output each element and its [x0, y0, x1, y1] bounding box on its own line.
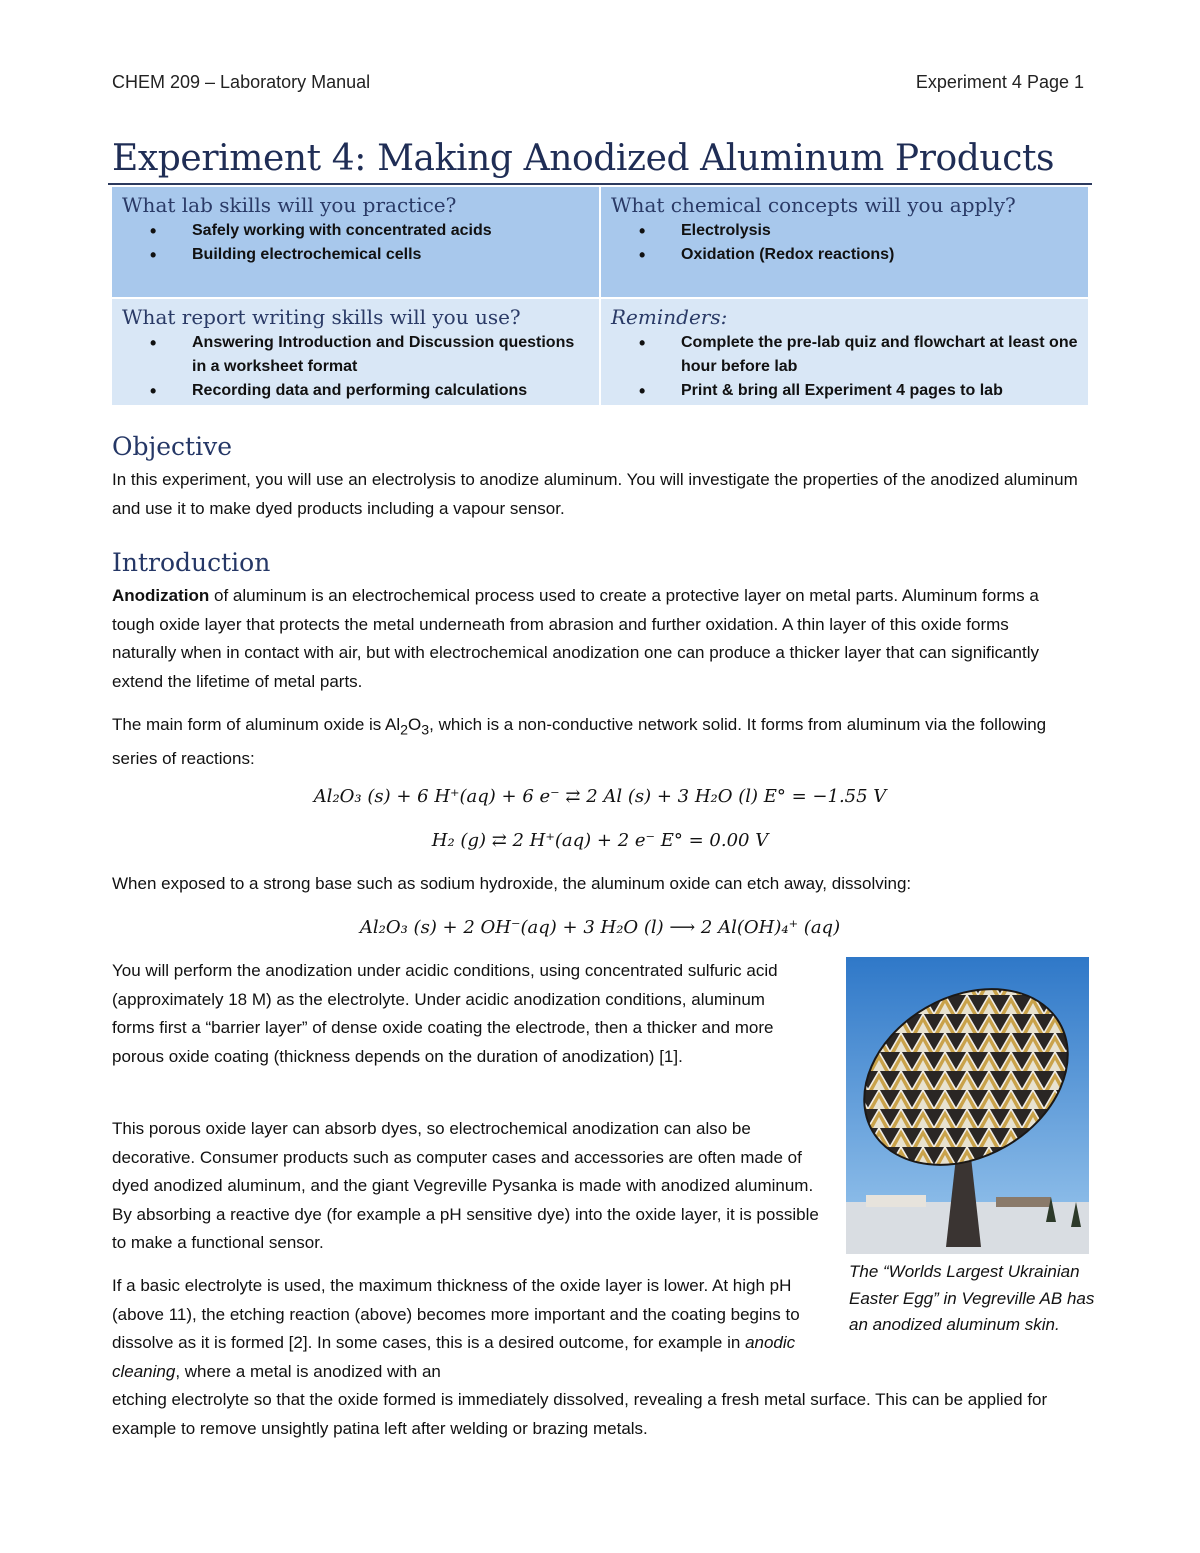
- list-item: • Building electrochemical cells: [122, 243, 589, 267]
- lab-skills-heading: What lab skills will you practice?: [122, 193, 457, 217]
- list-item: • Answering Introduction and Discussion questions in a worksheet format: [122, 331, 589, 379]
- reminders-heading: Reminders:: [611, 305, 728, 329]
- term-anodization: Anodization: [112, 586, 210, 605]
- reminders-list: [611, 331, 1078, 403]
- intro-paragraph-5: This porous oxide layer can absorb dyes, so electrochemical anodization can also be decorative. Consumer products such as computer cases and accessories are often made of dyed anodized aluminum, and the giant Vegreville Pysanka is made with anodized aluminum. By absorbing a reactive dye (for example a pH sensitive dye) into the oxide layer, it is possible to make a functional sensor.: [112, 1119, 819, 1252]
- report-skills-cell: [112, 299, 599, 405]
- concepts-cell: [601, 187, 1088, 297]
- intro-paragraph-3: When exposed to a strong base such as sodium hydroxide, the aluminum oxide can etch away, dissolving:: [112, 874, 912, 893]
- objective-text: In this experiment, you will use an electrolysis to anodize aluminum. You will investigate the properties of the anodized aluminum and use it to make dyed products including a vapour sensor.: [112, 470, 1078, 518]
- equation-3: Al₂O₃ (s) + 2 OH⁻(aq) + 3 H₂O (l) ⟶ 2 Al(OH)₄⁺ (aq): [359, 917, 841, 938]
- intro-paragraph-6-cont: etching electrolyte so that the oxide formed is immediately dissolved, revealing a fresh metal surface. This can be applied for example to remove unsightly patina left after welding or brazing metals.: [112, 1390, 1048, 1438]
- introduction-heading: Introduction: [112, 548, 271, 577]
- intro-paragraph-6: If a basic electrolyte is used, the maximum thickness of the oxide layer is lower. At high pH (above 11), the etching reaction (above) becomes more important and the coating begins to dissolve as it is formed [2]. In some cases, this is a desired outcome, for example in anodic cleaning, where a metal is anodized with an: [112, 1276, 800, 1381]
- title-divider: [108, 183, 1092, 185]
- header-course: CHEM 209 – Laboratory Manual: [112, 72, 371, 92]
- report-skills-heading: What report writing skills will you use?: [122, 305, 521, 329]
- list-item: • Complete the pre-lab quiz and flowchart at least one hour before lab: [611, 331, 1078, 379]
- intro-paragraph-1: Anodization of aluminum is an electrochemical process used to create a protective layer on metal parts. Aluminum forms a tough oxide layer that protects the metal underneath from abrasion and further oxidation. A thin layer of this oxide forms naturally when in contact with air, but with electrochemical anodization one can produce a thicker layer that can significantly extend the lifetime of metal parts.: [112, 586, 1040, 691]
- list-item: • Print & bring all Experiment 4 pages to lab: [611, 379, 1078, 403]
- concepts-list: [611, 219, 1078, 267]
- lab-skills-cell: [112, 187, 599, 297]
- list-item: • Oxidation (Redox reactions): [611, 243, 1078, 267]
- intro-paragraph-2: The main form of aluminum oxide is $Al_2O_3$, which is a non-conductive network solid. It forms from aluminum via the following series of reactions:: [112, 715, 1047, 768]
- pysanka-egg-photo: [846, 957, 1089, 1254]
- reminders-cell: [601, 299, 1088, 405]
- photo-caption: The “Worlds Largest Ukrainian Easter Egg” in Vegreville AB has an anodized aluminum skin.: [849, 1262, 1095, 1334]
- equation-2: H₂ (g) ⇄ 2 H⁺(aq) + 2 e⁻ E° = 0.00 V: [431, 830, 769, 851]
- list-item: • Safely working with concentrated acids: [122, 219, 589, 243]
- report-skills-list: [122, 331, 589, 403]
- intro-paragraph-4: You will perform the anodization under acidic conditions, using concentrated sulfuric acid (approximately 18 M) as the electrolyte. Under acidic anodization conditions, aluminum forms first a “barrier layer” of dense oxide coating the electrode, then a thicker and more porous oxide coating (thickness depends on the duration of anodization) [1].: [112, 961, 778, 1066]
- list-item: • Recording data and performing calculations: [122, 379, 589, 403]
- page-title: Experiment 4: Making Anodized Aluminum Products: [112, 138, 1055, 179]
- equation-1: Al₂O₃ (s) + 6 H⁺(aq) + 6 e⁻ ⇄ 2 Al (s) + 3 H₂O (l) E° = −1.55 V: [313, 786, 887, 807]
- concepts-heading: What chemical concepts will you apply?: [611, 193, 1016, 217]
- lab-skills-list: [122, 219, 589, 267]
- list-item: • Electrolysis: [611, 219, 1078, 243]
- header-page: Experiment 4 Page 1: [915, 72, 1084, 92]
- objective-heading: Objective: [112, 432, 233, 461]
- info-grid: [112, 187, 1088, 405]
